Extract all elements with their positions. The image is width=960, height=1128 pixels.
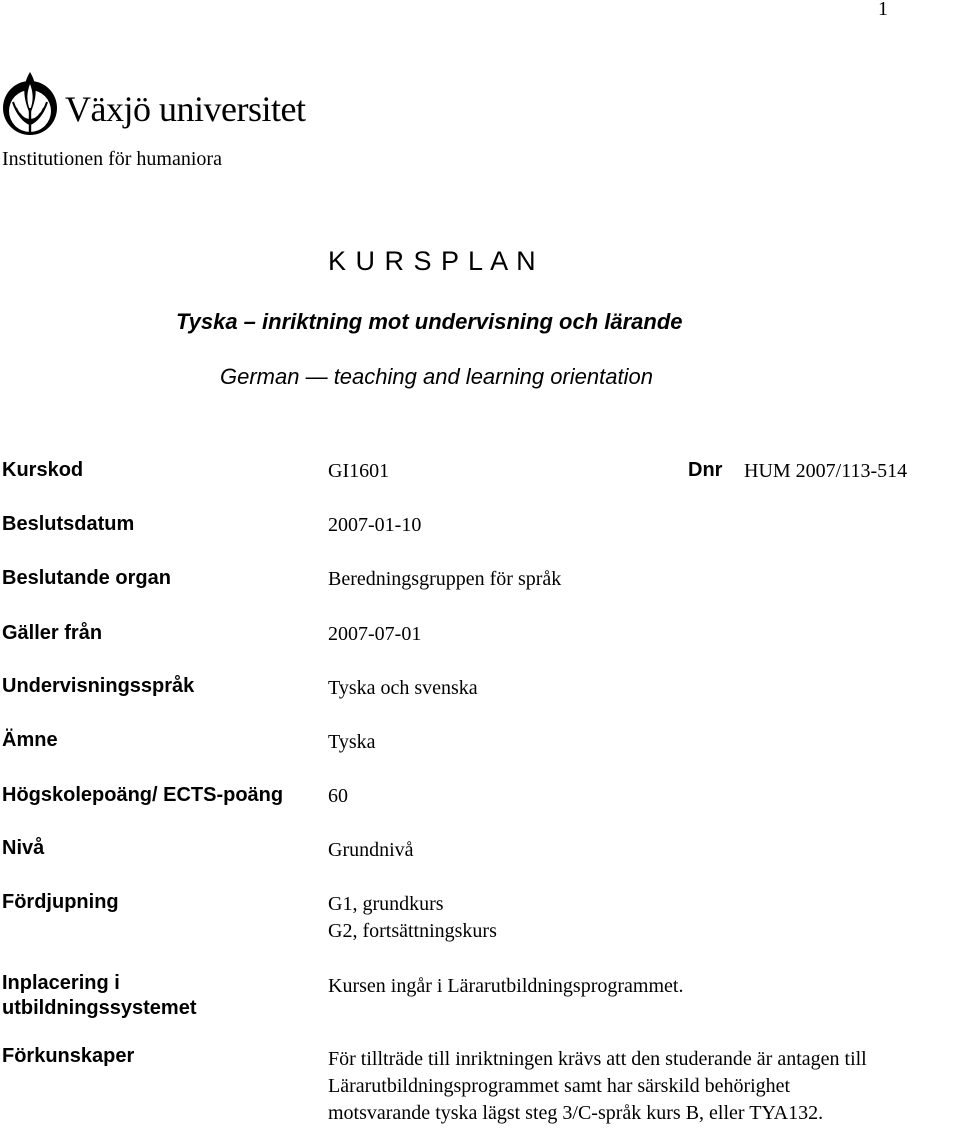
amne-value: Tyska [328, 731, 376, 753]
forkunskaper-value-1: För tillträde till inriktningen krävs att den studerande är antagen till [328, 1048, 867, 1070]
inplacering-label-1: Inplacering i [2, 972, 120, 994]
hogskolepoang-label: Högskolepoäng/ ECTS-poäng [2, 784, 284, 806]
beslutande-organ-label: Beslutande organ [2, 567, 171, 589]
amne-label: Ämne [2, 729, 58, 751]
course-title-swedish: Tyska – inriktning mot undervisning och lärande [176, 309, 683, 334]
inplacering-value: Kursen ingår i Lärarutbildningsprogrammet. [328, 975, 684, 997]
fordjupning-label: Fördjupning [2, 891, 119, 913]
undervisningssprak-value: Tyska och svenska [328, 677, 478, 699]
university-wordmark: Växjö universitet [65, 89, 306, 129]
fordjupning-value-2: G2, fortsättningskurs [328, 920, 497, 942]
galler-fran-label: Gäller från [2, 622, 103, 644]
kurskod-value: GI1601 [328, 460, 390, 482]
course-title-english: German — teaching and learning orientation [220, 364, 653, 389]
fordjupning-value-1: G1, grundkurs [328, 893, 444, 915]
forkunskaper-value-2: Lärarutbildningsprogrammet samt har särskild behörighet [328, 1075, 791, 1097]
inplacering-label-2: utbildningssystemet [2, 997, 197, 1019]
page-number: 1 [878, 0, 888, 20]
forkunskaper-value-3: motsvarande tyska lägst steg 3/C-språk kurs B, eller TYA132. [328, 1102, 824, 1124]
kurskod-label: Kurskod [2, 459, 84, 481]
niva-value: Grundnivå [328, 839, 414, 861]
forkunskaper-label: Förkunskaper [2, 1045, 135, 1067]
department-name: Institutionen för humaniora [2, 148, 222, 170]
dnr-value: HUM 2007/113-514 [744, 460, 908, 482]
dnr-label: Dnr [688, 459, 723, 481]
undervisningssprak-label: Undervisningsspråk [2, 675, 195, 697]
beslutsdatum-label: Beslutsdatum [2, 513, 135, 535]
hogskolepoang-value: 60 [328, 785, 348, 807]
beslutande-organ-value: Beredningsgruppen för språk [328, 568, 562, 590]
galler-fran-value: 2007-07-01 [328, 623, 422, 645]
beslutsdatum-value: 2007-01-10 [328, 514, 422, 536]
niva-label: Nivå [2, 837, 45, 859]
document-title: K U R S P L A N [328, 246, 537, 276]
